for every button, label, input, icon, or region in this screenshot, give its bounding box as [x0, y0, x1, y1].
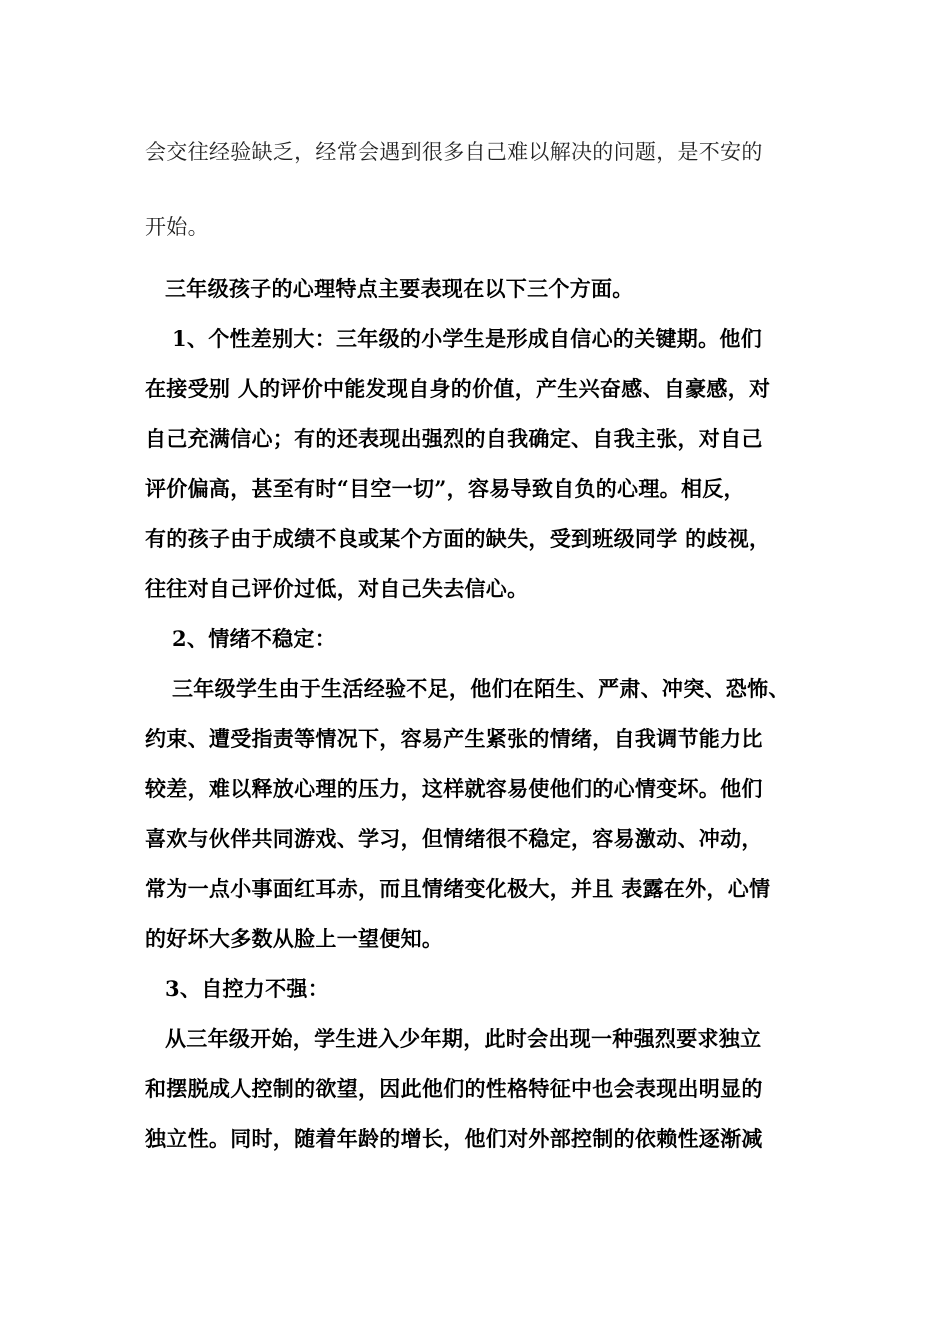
text-line: 常为一点小事面红耳赤，而且情绪变化极大，并且 表露在外，心情 [145, 876, 771, 901]
text-line: 喜欢与伙伴共同游戏、学习，但情绪很不稳定，容易激动、冲动， [145, 826, 763, 851]
text-line: 开始。 [145, 215, 209, 239]
heading-3: 3、自控力不强： [165, 976, 330, 1001]
text-line: 自己充满信心；有的还表现出强烈的自我确定、自我主张，对自己 [145, 426, 763, 451]
text-line: 从三年级开始，学生进入少年期，此时会出现一种强烈要求独立 [165, 1026, 762, 1051]
text-line: 较差，难以释放心理的压力，这样就容易使他们的心情变坏。他们 [145, 776, 763, 801]
text-line: 约束、遭受指责等情况下，容易产生紧张的情绪，自我调节能力比 [145, 726, 763, 751]
section-intro: 三年级孩子的心理特点主要表现在以下三个方面。 [165, 276, 634, 301]
text-line: 三年级学生由于生活经验不足，他们在陌生、严肃、冲突、恐怖、 [172, 676, 790, 701]
text-line: 会交往经验缺乏，经常会遇到很多自己难以解决的问题，是不安的 [145, 140, 763, 164]
heading-1: 1、个性差别大：三年级的小学生是形成自信心的关键期。他们 [172, 326, 763, 351]
heading-2: 2、情绪不稳定： [172, 626, 337, 651]
text-line: 独立性。同时，随着年龄的增长，他们对外部控制的依赖性逐渐减 [145, 1126, 763, 1151]
text-line: 和摆脱成人控制的欲望，因此他们的性格特征中也会表现出明显的 [145, 1076, 763, 1101]
text-line: 评价偏高，甚至有时“目空一切”，容易导致自负的心理。相反， [145, 476, 745, 501]
text-line: 的好坏大多数从脸上一望便知。 [145, 926, 444, 951]
text-line: 在接受别 人的评价中能发现自身的价值，产生兴奋感、自豪感，对 [145, 376, 771, 401]
text-line: 往往对自己评价过低，对自己失去信心。 [145, 576, 529, 601]
text-line: 有的孩子由于成绩不良或某个方面的缺失，受到班级同学 的歧视， [145, 526, 771, 551]
